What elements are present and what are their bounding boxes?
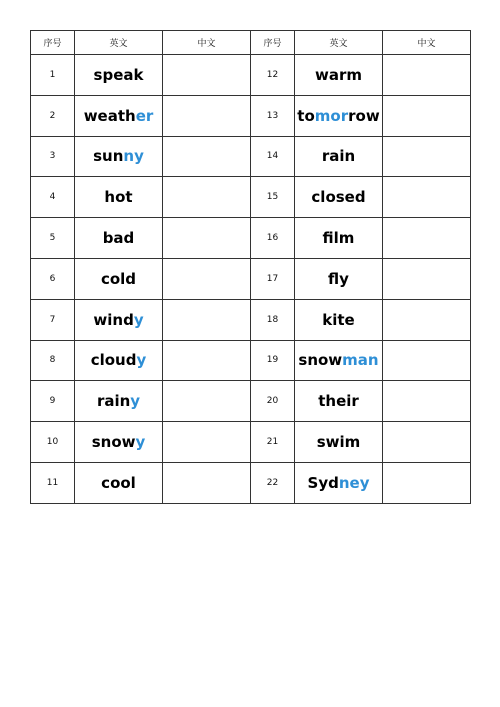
vocab-body bbox=[31, 55, 471, 504]
english-word-cell-right bbox=[295, 462, 383, 503]
header-english-left: 英文 bbox=[75, 31, 163, 55]
english-word-cell-right bbox=[295, 95, 383, 136]
highlighted-segment: y bbox=[133, 310, 144, 329]
word-segment: fly bbox=[328, 269, 349, 288]
table-row bbox=[31, 340, 471, 381]
english-word-cell-left bbox=[75, 422, 163, 463]
word-segment: hot bbox=[104, 188, 133, 207]
english-word-cell-right bbox=[295, 258, 383, 299]
english-word-cell-left bbox=[75, 258, 163, 299]
index-cell-right: 21 bbox=[251, 422, 295, 463]
word-segment: rain bbox=[96, 392, 131, 411]
chinese-answer-cell-left[interactable] bbox=[163, 258, 251, 299]
word-segment: closed bbox=[311, 188, 366, 207]
index-cell-left: 2 bbox=[31, 95, 75, 136]
index-cell-right: 19 bbox=[251, 340, 295, 381]
word-segment: wind bbox=[93, 310, 134, 329]
table-row bbox=[31, 422, 471, 463]
english-word-cell-right bbox=[295, 299, 383, 340]
table-row bbox=[31, 299, 471, 340]
chinese-answer-cell-left[interactable] bbox=[163, 95, 251, 136]
chinese-answer-cell-left[interactable] bbox=[163, 136, 251, 177]
english-word-cell-left bbox=[75, 177, 163, 218]
index-cell-right: 15 bbox=[251, 177, 295, 218]
chinese-answer-cell-right[interactable] bbox=[383, 258, 471, 299]
chinese-answer-cell-left[interactable] bbox=[163, 55, 251, 96]
chinese-answer-cell-right[interactable] bbox=[383, 55, 471, 96]
chinese-answer-cell-right[interactable] bbox=[383, 422, 471, 463]
english-word-cell-right bbox=[295, 136, 383, 177]
chinese-answer-cell-left[interactable] bbox=[163, 381, 251, 422]
chinese-answer-cell-right[interactable] bbox=[383, 136, 471, 177]
chinese-answer-cell-left[interactable] bbox=[163, 218, 251, 259]
chinese-answer-cell-left[interactable] bbox=[163, 422, 251, 463]
index-cell-left: 8 bbox=[31, 340, 75, 381]
header-row bbox=[31, 31, 471, 55]
english-word-cell-right bbox=[295, 422, 383, 463]
english-word-cell-right bbox=[295, 55, 383, 96]
word-segment: snow bbox=[91, 433, 136, 452]
highlighted-segment: man bbox=[342, 351, 379, 370]
chinese-answer-cell-right[interactable] bbox=[383, 462, 471, 503]
english-word-cell-right bbox=[295, 381, 383, 422]
word-segment: rain bbox=[321, 147, 356, 166]
table-row bbox=[31, 177, 471, 218]
index-cell-left: 7 bbox=[31, 299, 75, 340]
highlighted-segment: er bbox=[135, 106, 154, 125]
index-cell-left: 3 bbox=[31, 136, 75, 177]
word-segment: to bbox=[297, 106, 315, 125]
english-word-cell-left bbox=[75, 55, 163, 96]
english-word-cell-left bbox=[75, 95, 163, 136]
chinese-answer-cell-right[interactable] bbox=[383, 381, 471, 422]
chinese-answer-cell-left[interactable] bbox=[163, 340, 251, 381]
highlighted-segment: y bbox=[135, 433, 146, 452]
english-word-cell-left bbox=[75, 136, 163, 177]
table-row bbox=[31, 218, 471, 259]
index-cell-right: 16 bbox=[251, 218, 295, 259]
word-segment: swim bbox=[316, 433, 361, 452]
index-cell-left: 4 bbox=[31, 177, 75, 218]
index-cell-right: 20 bbox=[251, 381, 295, 422]
index-cell-left: 1 bbox=[31, 55, 75, 96]
table-row bbox=[31, 95, 471, 136]
highlighted-segment: mor bbox=[314, 106, 349, 125]
table-row bbox=[31, 136, 471, 177]
chinese-answer-cell-left[interactable] bbox=[163, 462, 251, 503]
table-row bbox=[31, 381, 471, 422]
word-segment: cool bbox=[101, 473, 136, 492]
index-cell-left: 6 bbox=[31, 258, 75, 299]
highlighted-segment: y bbox=[130, 392, 141, 411]
header-index-right: 序号 bbox=[251, 31, 295, 55]
index-cell-left: 10 bbox=[31, 422, 75, 463]
word-segment: weath bbox=[83, 106, 136, 125]
english-word-cell-right bbox=[295, 218, 383, 259]
word-segment: snow bbox=[298, 351, 343, 370]
index-cell-left: 5 bbox=[31, 218, 75, 259]
index-cell-right: 12 bbox=[251, 55, 295, 96]
index-cell-right: 14 bbox=[251, 136, 295, 177]
table-row bbox=[31, 462, 471, 503]
word-segment: speak bbox=[93, 65, 144, 84]
index-cell-right: 13 bbox=[251, 95, 295, 136]
header-index-left: 序号 bbox=[31, 31, 75, 55]
word-segment: their bbox=[318, 392, 359, 411]
english-word-cell-left bbox=[75, 299, 163, 340]
header-chinese-right: 中文 bbox=[383, 31, 471, 55]
english-word-cell-left bbox=[75, 462, 163, 503]
word-segment: warm bbox=[314, 65, 362, 84]
english-word-cell-right bbox=[295, 340, 383, 381]
chinese-answer-cell-right[interactable] bbox=[383, 177, 471, 218]
word-segment: sun bbox=[93, 147, 124, 166]
index-cell-left: 9 bbox=[31, 381, 75, 422]
word-segment: cold bbox=[100, 269, 137, 288]
table-row bbox=[31, 55, 471, 96]
chinese-answer-cell-right[interactable] bbox=[383, 340, 471, 381]
word-segment: cloud bbox=[90, 351, 137, 370]
chinese-answer-cell-right[interactable] bbox=[383, 95, 471, 136]
english-word-cell-left bbox=[75, 218, 163, 259]
index-cell-left: 11 bbox=[31, 462, 75, 503]
word-segment: bad bbox=[102, 229, 135, 248]
chinese-answer-cell-right[interactable] bbox=[383, 218, 471, 259]
english-word-cell-left bbox=[75, 381, 163, 422]
header-english-right: 英文 bbox=[295, 31, 383, 55]
index-cell-right: 17 bbox=[251, 258, 295, 299]
index-cell-right: 22 bbox=[251, 462, 295, 503]
word-segment: kite bbox=[322, 310, 355, 329]
chinese-answer-cell-right[interactable] bbox=[383, 299, 471, 340]
highlighted-segment: ney bbox=[338, 473, 370, 492]
index-cell-right: 18 bbox=[251, 299, 295, 340]
english-word-cell-right bbox=[295, 177, 383, 218]
word-segment: Syd bbox=[307, 473, 339, 492]
table-row bbox=[31, 258, 471, 299]
highlighted-segment: y bbox=[136, 351, 147, 370]
vocab-table bbox=[30, 30, 471, 504]
word-segment: film bbox=[322, 229, 355, 248]
chinese-answer-cell-left[interactable] bbox=[163, 177, 251, 218]
header-chinese-left: 中文 bbox=[163, 31, 251, 55]
word-segment: row bbox=[348, 106, 380, 125]
english-word-cell-left bbox=[75, 340, 163, 381]
chinese-answer-cell-left[interactable] bbox=[163, 299, 251, 340]
highlighted-segment: ny bbox=[123, 147, 144, 166]
